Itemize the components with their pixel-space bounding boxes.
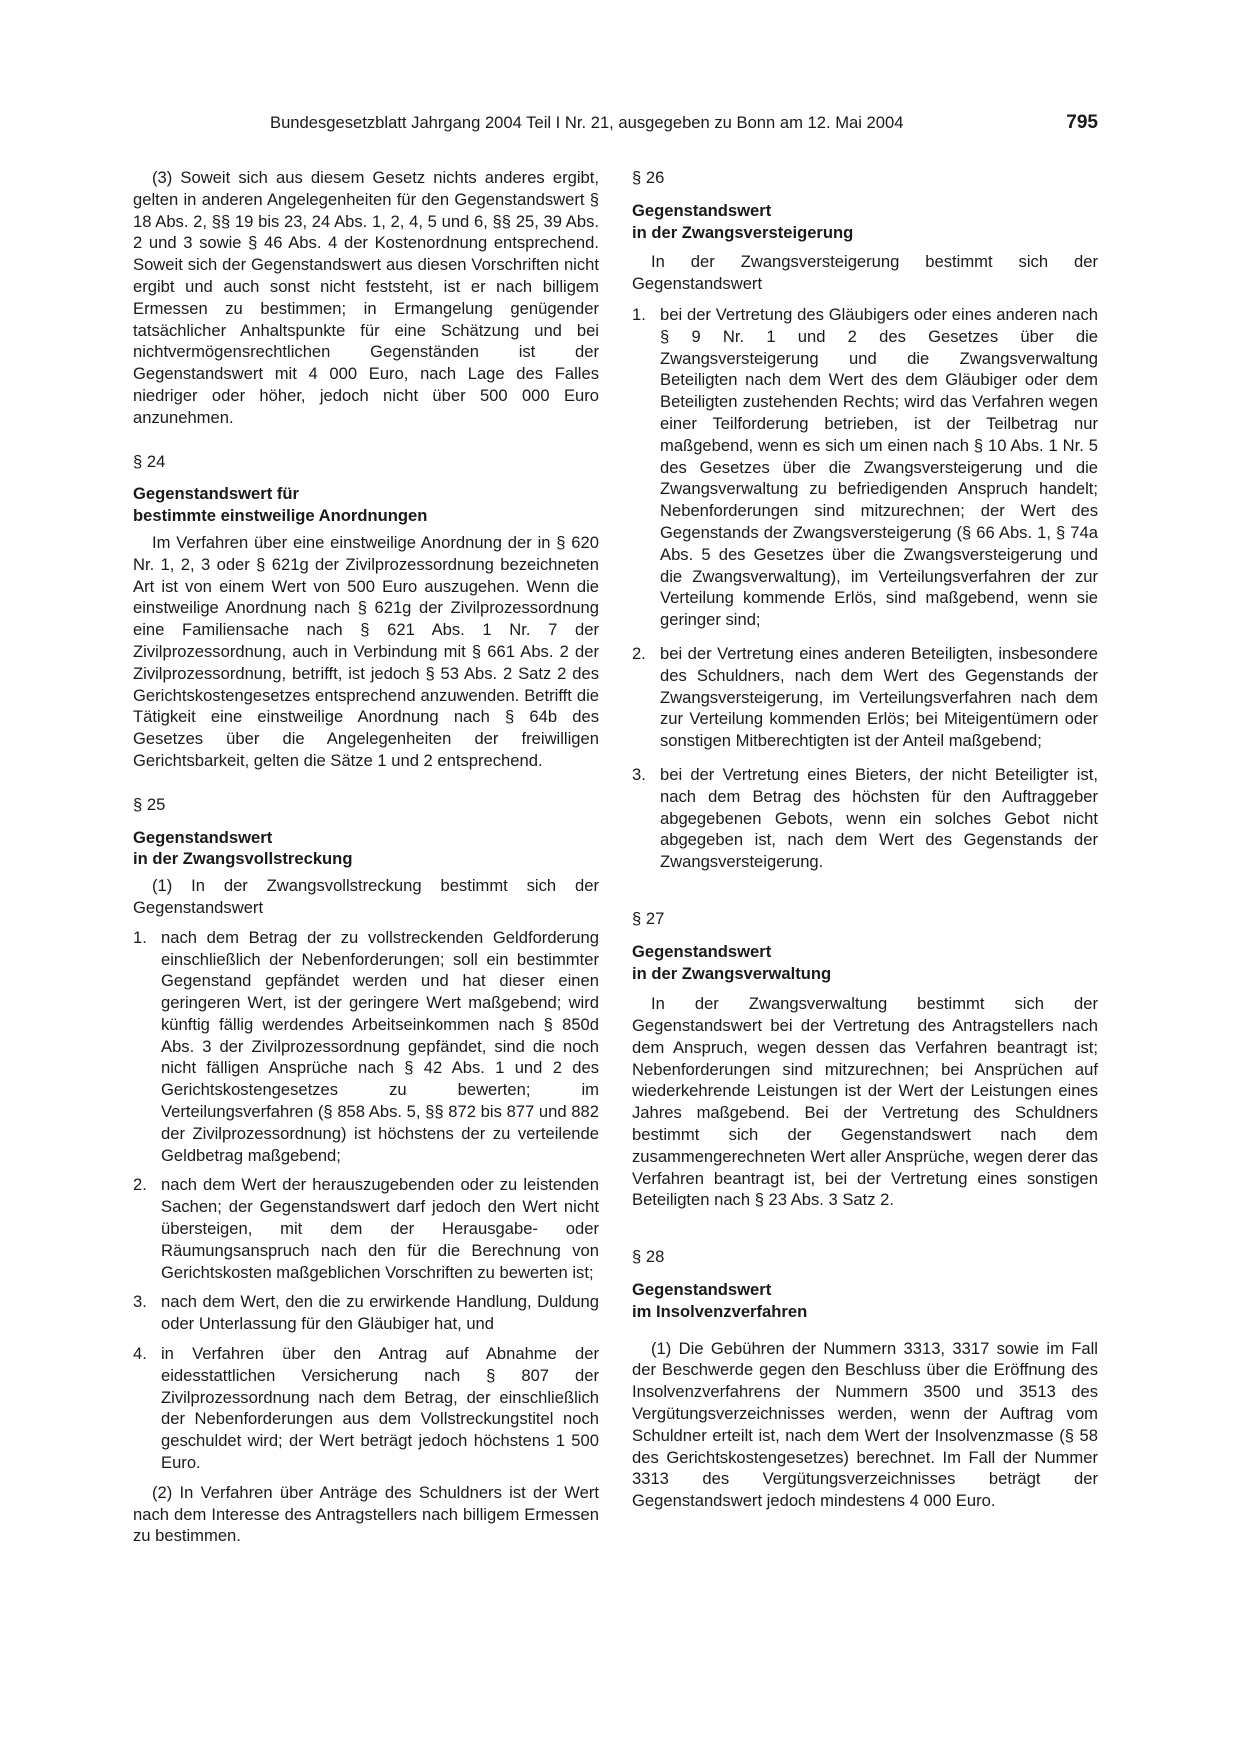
list-item-text: nach dem Wert der herauszugebenden oder zu leistenden Sachen; der Gegenstandswert darf jedoch den Wert nicht übersteigen, mit dem der Herausgabe- oder Räumungsanspruch nach den für die Berechnung von Gerichtskosten maßgeblichen Vorschriften zu bewerten ist;: [161, 1175, 599, 1282]
right-column: [632, 167, 1098, 1512]
list-item: [632, 764, 1098, 873]
section-25-title-line-2: in der Zwangsvollstreckung: [133, 849, 353, 869]
list-item: [133, 1174, 599, 1283]
list-item-text: bei der Vertretung eines anderen Beteiligten, insbesondere des Schuldners, nach dem Wert des Gegenstands der Zwangsversteigerung, im Verteilungsverfahren nach dem zur Verteilung kommenden Erlös; bei Miteigentümern oder sonstigen Mitberechtigten ist der Anteil maßgebend;: [660, 643, 1098, 751]
list-item-number: 4.: [133, 1344, 147, 1364]
page-header: [270, 110, 1098, 136]
list-item: [632, 304, 1098, 631]
section-27-title-line-1: Gegenstandswert: [632, 941, 772, 961]
section-26-list: [632, 304, 1098, 873]
list-item: [133, 1291, 599, 1335]
section-27-number: § 27: [632, 908, 665, 928]
list-item-text: in Verfahren über den Antrag auf Abnahme der eidesstattlichen Versicherung nach § 807 der Zivilprozessordnung nach dem Betrag, der einschließlich der Nebenforderungen aus dem Vollstreckungstitel noch geschuldet wird; der Wert beträgt jedoch höchstens 1 500 Euro.: [161, 1344, 599, 1473]
section-26-number: § 26: [632, 168, 665, 187]
section-25-number: § 25: [133, 794, 166, 814]
list-item-number: 3.: [632, 764, 646, 784]
section-23-paragraph-3: (3) Soweit sich aus diesem Gesetz nichts anderes ergibt, gelten in anderen Angelegenheiten für den Gegenstandswert § 18 Abs. 2, §§ 19 bis 23, 24 Abs. 1, 2, 4, 5 und 6, §§ 25, 39 Abs. 2 und 3 sowie § 46 Abs. 4 der Kostenordnung entsprechend. Soweit sich der Gegenstandswert aus diesen Vorschriften nicht ergibt und auch sonst nicht feststeht, ist er nach billigem Ermessen zu bestimmen; in Ermangelung genügender tatsächlicher Anhaltspunkte für eine Schätzung und bei nichtvermögensrechtlichen Gegenständen ist der Gegenstandswert mit 4 000 Euro, nach Lage des Falles niedriger oder höher, jedoch nicht über 500 000 Euro anzunehmen.: [133, 168, 599, 427]
section-24-text: Im Verfahren über eine einstweilige Anordnung der in § 620 Nr. 1, 2, 3 oder § 621g der Zivilprozessordnung bezeichneten Art ist von einem Wert von 500 Euro auszugehen. Wenn die einstweilige Anordnung nach § 621g der Zivilprozessordnung eine Familiensache nach § 621 Abs. 1 Nr. 7 der Zivilprozessordnung, auch in Verbindung mit § 661 Abs. 2 der Zivilprozessordnung, betrifft, ist jedoch § 53 Abs. 2 Satz 2 des Gerichtskostengesetzes entsprechend anzuwenden. Betrifft die Tätigkeit eine einstweilige Anordnung nach § 64b des Gesetzes über die Angelegenheiten der freiwilligen Gerichtsbarkeit, gelten die Sätze 1 und 2 entsprechend.: [133, 532, 599, 770]
list-item-text: nach dem Wert, den die zu erwirkende Handlung, Duldung oder Unterlassung für den Gläubiger hat, und: [161, 1292, 599, 1334]
list-item-number: 1.: [632, 304, 646, 324]
section-26-title-line-2: in der Zwangsversteigerung: [632, 222, 854, 242]
list-item-text: nach dem Betrag der zu vollstreckenden Geldforderung einschließlich der Nebenforderungen; soll ein bestimmter Gegenstand gepfändet werden und hat dieser einen geringeren Wert, ist der geringere Wert maßgebend; wird künftig fällig werdendes Arbeitseinkommen nach § 850d Abs. 3 der Zivilprozessordnung gepfändet, sind die noch nicht fälligen Ansprüche nach § 42 Abs. 1 und 2 des Gerichtskostengesetzes zu bewerten; im Verteilungsverfahren (§ 858 Abs. 5, §§ 872 bis 877 und 882 der Zivilprozessordnung) ist höchstens der zu verteilende Geldbetrag maßgebend;: [161, 927, 599, 1165]
list-item-number: 1.: [133, 927, 147, 947]
list-item: [133, 1343, 599, 1474]
gazette-title: Bundesgesetzblatt Jahrgang 2004 Teil I Nr. 21, ausgegeben zu Bonn am 12. Mai 2004: [270, 113, 904, 132]
list-item: [632, 643, 1098, 752]
list-item-text: bei der Vertretung eines Bieters, der nicht Beteiligter ist, nach dem Betrag des höchsten für den Auftraggeber abgegebenen Gebots, wenn ein solches Gebot nicht abgegeben ist, nach dem Wert des Gegenstands der Zwangsversteigerung.: [660, 764, 1098, 872]
section-26-intro: In der Zwangsversteigerung bestimmt sich der Gegenstandswert: [632, 252, 1098, 294]
list-item-text: bei der Vertretung des Gläubigers oder eines anderen nach § 9 Nr. 1 und 2 des Gesetzes über die Zwangsversteigerung und die Zwangsverwaltung Beteiligten nach dem Wert des dem Gläubiger oder dem Beteiligten zustehenden Rechts; wird das Verfahren wegen einer Teilforderung betrieben, ist der Teilbetrag nur maßgebend, wenn es sich um einen nach § 10 Abs. 1 Nr. 5 des Gesetzes über die Zwangsversteigerung und die Zwangsverwaltung zu befriedigenden Anspruch handelt; Nebenforderungen sind mitzurechnen; der Wert des Gegenstands der Zwangsversteigerung (§ 66 Abs. 1, § 74a Abs. 5 des Gesetzes über die Zwangsversteigerung und die Zwangsverwaltung), im Verteilungsverfahren der zur Verteilung kommende Erlös, sind maßgebend, wenn sie geringer sind;: [660, 304, 1098, 630]
section-24-number: § 24: [133, 451, 166, 471]
section-26-title-line-1: Gegenstandswert: [632, 200, 772, 220]
list-item-number: 2.: [632, 643, 646, 663]
section-27-title-line-2: in der Zwangsverwaltung: [632, 963, 832, 983]
list-item-number: 2.: [133, 1175, 147, 1195]
section-24-title-line-2: bestimmte einstweilige Anordnungen: [133, 506, 428, 526]
section-25-list: [133, 927, 599, 1474]
section-28-number: § 28: [632, 1247, 665, 1267]
section-28-title-line-2: im Insolvenzverfahren: [632, 1301, 808, 1321]
page-number: 795: [1066, 112, 1098, 133]
section-25-title-line-1: Gegenstandswert: [133, 827, 273, 847]
section-25-intro: (1) In der Zwangsvollstreckung bestimmt sich der Gegenstandswert: [133, 876, 599, 917]
list-item-number: 3.: [133, 1292, 147, 1312]
section-28-title-line-1: Gegenstandswert: [632, 1280, 772, 1300]
section-28-text: (1) Die Gebühren der Nummern 3313, 3317 sowie im Fall der Beschwerde gegen den Beschluss über die Eröffnung des Insolvenzverfahrens der Nummern 3500 und 3513 des Vergütungsverzeichnisses werden, wenn der Auftrag vom Schuldner erteilt ist, nach dem Wert der Insolvenzmasse (§ 58 des Gerichtskostengesetzes) berechnet. Im Fall der Nummer 3313 des Vergütungsverzeichnisses beträgt der Gegenstandswert jedoch mindestens 4 000 Euro.: [632, 1338, 1098, 1511]
left-column: [133, 167, 599, 1547]
section-24-title-line-1: Gegenstandswert für: [133, 484, 299, 504]
section-25-paragraph-2: (2) In Verfahren über Anträge des Schuldners ist der Wert nach dem Interesse des Antragstellers nach billigem Ermessen zu bestimmen.: [133, 1482, 599, 1546]
list-item: [133, 927, 599, 1167]
section-27-text: In der Zwangsverwaltung bestimmt sich der Gegenstandswert bei der Vertretung des Antragstellers nach dem Anspruch, wegen dessen das Verfahren beantragt ist; Nebenforderungen sind mitzurechnen; bei Ansprüchen auf wiederkehrende Leistungen ist der Wert der Leistungen eines Jahres maßgebend. Bei der Vertretung des Schuldners bestimmt sich der Gegenstandswert nach dem zusammengerechneten Wert aller Ansprüche, wegen derer das Verfahren beantragt ist, bei der Vertretung eines sonstigen Beteiligten nach § 23 Abs. 3 Satz 2.: [632, 994, 1098, 1210]
